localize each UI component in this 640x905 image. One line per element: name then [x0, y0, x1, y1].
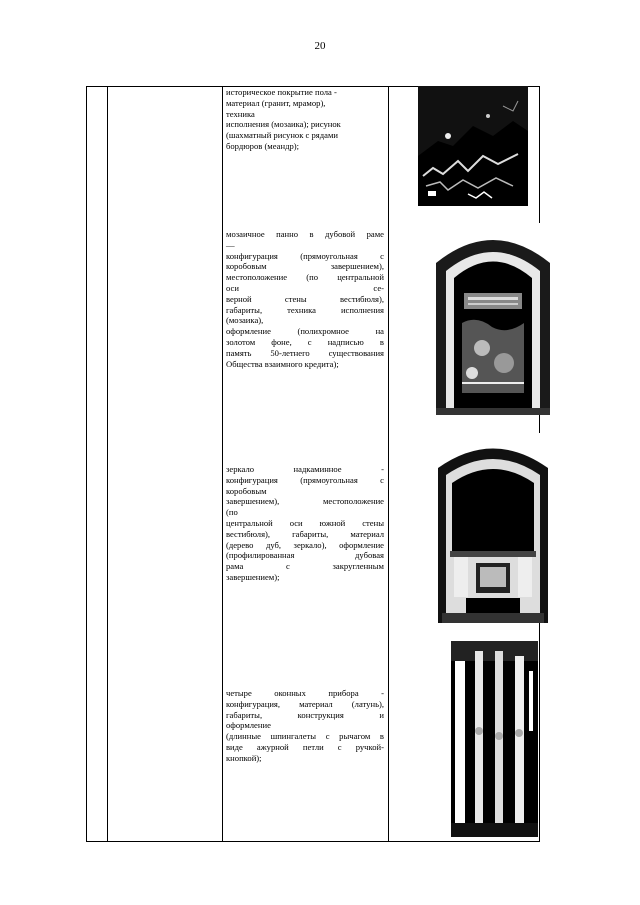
entry-line: зеркало надкаминное -	[226, 464, 384, 474]
entry-line: (по	[226, 507, 238, 518]
entry-line: память 50-летнего существования	[226, 347, 384, 358]
entry-line: (длинные шпингалеты с рычагом в	[226, 731, 384, 742]
entry-line: верной стены вестибюля),	[226, 293, 384, 304]
entry-line: вестибюля), габариты, материал	[226, 528, 384, 539]
entry-line: конфигурация (прямоугольная с	[226, 250, 384, 261]
column-divider	[107, 87, 108, 841]
entry-line: оформление (полихромное на	[226, 326, 384, 337]
entry-line: оформление	[226, 720, 271, 731]
entry-line: завершением);	[226, 571, 280, 582]
photo-mosaic-panel	[432, 223, 554, 415]
photo-window-devices	[451, 641, 538, 837]
entry-line: рама с закругленным	[226, 561, 384, 572]
entry-line: виде ажурной петли с ручкой-	[226, 741, 384, 752]
column-divider	[222, 87, 223, 841]
entry-line: коробовым завершением),	[226, 261, 384, 272]
entry-line: исполнения (мозаика); рисунок	[226, 119, 341, 130]
entry-line: кнопкой);	[226, 752, 262, 763]
entry-line: золотом фоне, с надписью в	[226, 336, 384, 347]
entry-line: бордюров (меандр);	[226, 140, 299, 151]
entry-line: габариты, техника исполнения	[226, 304, 384, 315]
entry-line: конфигурация (прямоугольная с	[226, 474, 384, 485]
entry-line: (профилированная дубовая	[226, 550, 384, 561]
entry-line: —	[226, 239, 235, 250]
entry-line: историческое покрытие пола -	[226, 87, 337, 97]
entry-line: местоположение (по центральной	[226, 272, 384, 283]
entry-line: центральной оси южной стены	[226, 517, 384, 528]
entry-line: (шахматный рисунок с рядами	[226, 130, 338, 141]
page-number: 20	[314, 40, 326, 52]
entry-window-devices	[226, 688, 384, 764]
entry-line: оси се-	[226, 282, 384, 293]
entry-line: мозаичное панно в дубовой раме	[226, 229, 384, 239]
entry-line: Общества взаимного кредита);	[226, 358, 339, 369]
entry-line: коробовым	[226, 485, 267, 496]
entry-line: завершением), местоположение	[226, 496, 384, 507]
entry-floor-covering	[226, 87, 384, 152]
entry-overmantel-mirror	[226, 464, 384, 583]
column-divider	[388, 87, 389, 841]
entry-line: конфигурация, материал (латунь),	[226, 698, 384, 709]
entry-line: техника	[226, 108, 255, 119]
entry-line: (дерево дуб, зеркало), оформление	[226, 539, 384, 550]
entry-line: габариты, конструкция и	[226, 709, 384, 720]
entry-line: четыре оконных прибора -	[226, 688, 384, 698]
entry-line: материал (гранит, мрамор),	[226, 97, 326, 108]
photo-overmantel-mirror	[436, 433, 550, 623]
entry-mosaic-panel	[226, 229, 384, 369]
photo-floor-mosaic	[418, 86, 528, 206]
entry-line: (мозаика),	[226, 315, 264, 326]
